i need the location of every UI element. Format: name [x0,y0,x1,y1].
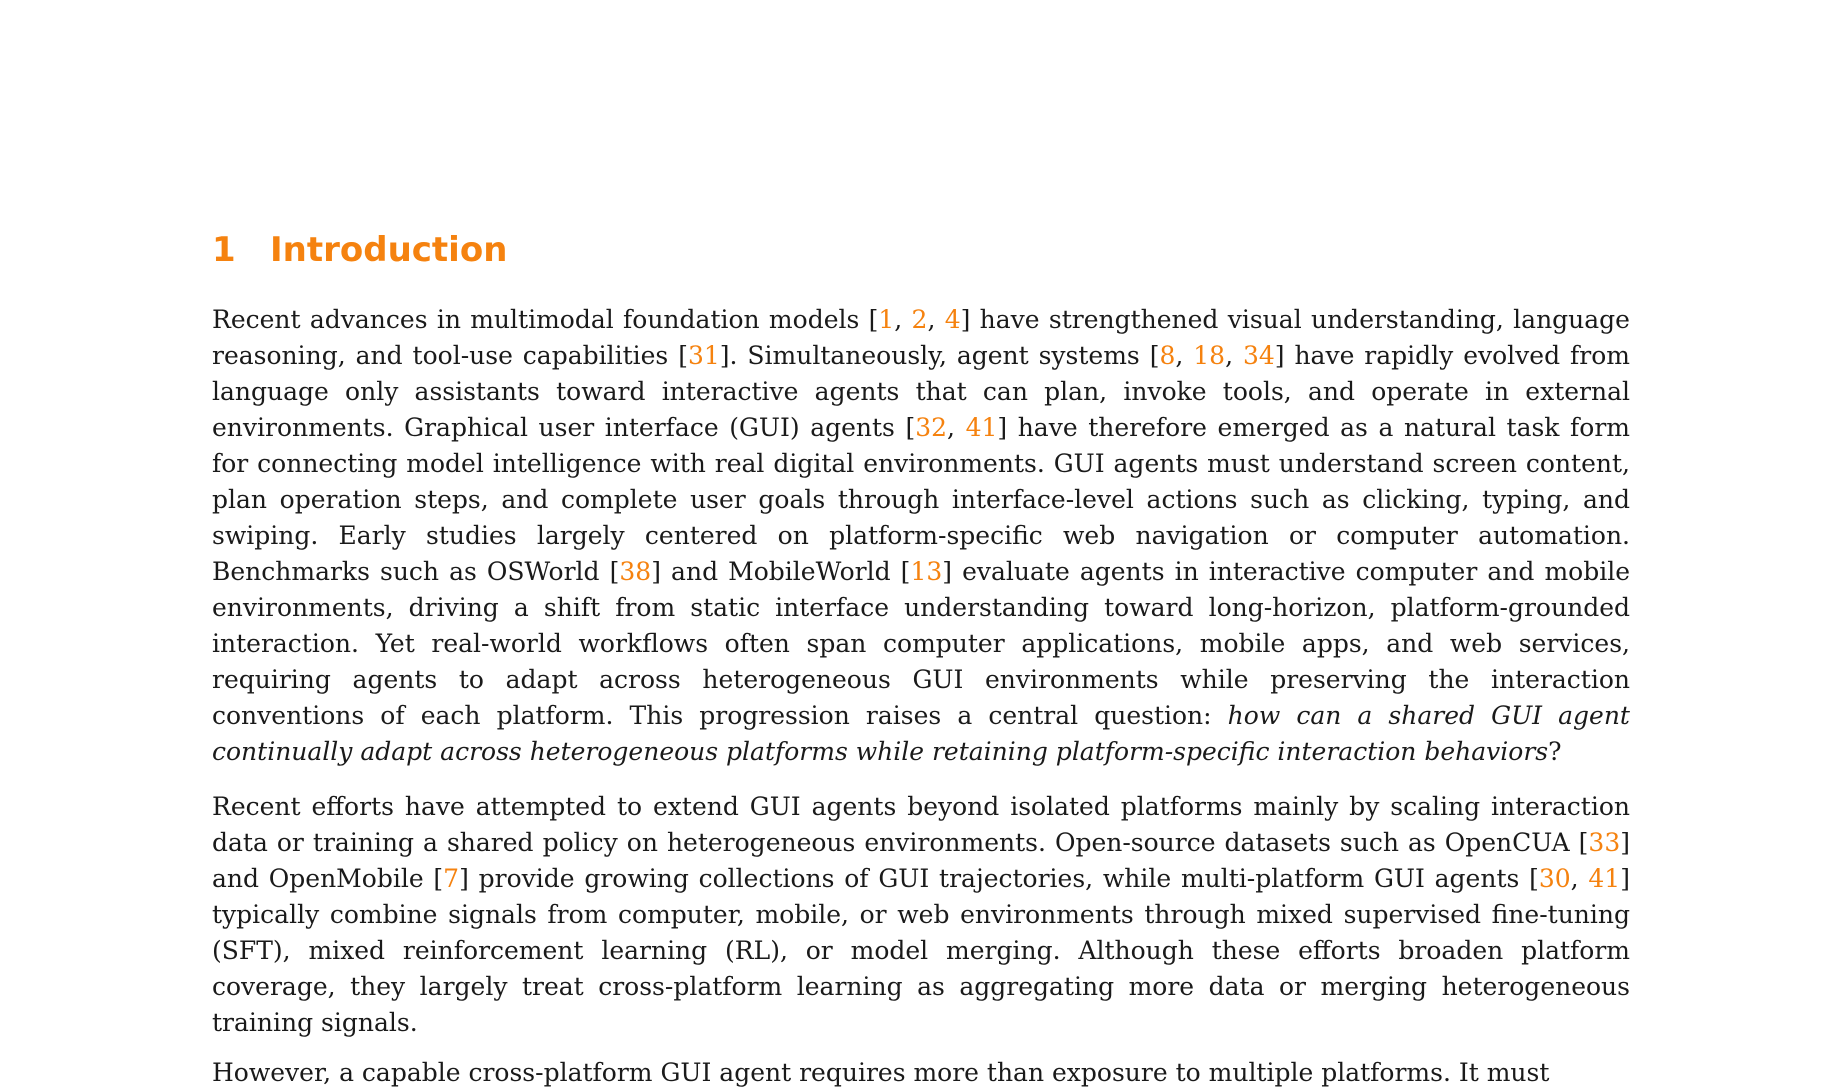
citation-link[interactable]: 18 [1193,341,1226,370]
section-heading [212,230,507,270]
citation-link[interactable]: 38 [619,557,652,586]
paragraph-text: Recent advances in multimodal foundation models [ [212,305,879,334]
citation-link[interactable]: 31 [687,341,720,370]
paragraph-text: However, a capable cross-platform GUI agent requires more than exposure to multiple platforms. It must [212,1058,1550,1087]
paragraph-text: ] typically combine signals from computer, mobile, or web environments through mixed supervised fine-tuning (SFT), mixed reinforcement learning (RL), or model merging. Although these efforts broaden platform coverage, they largely treat cross-platform learning as aggregating more data or merging heterogeneous training signals. [212,864,1630,1037]
paragraph-text: , [1175,341,1194,370]
paragraph-text: , [927,305,945,334]
section-title: Introduction [270,230,508,270]
paragraph-text: , [947,413,966,442]
paragraph-text: , [1225,341,1243,370]
paragraph-text: , [894,305,912,334]
citation-link[interactable]: 33 [1588,828,1621,857]
paragraph-text: ? [1548,737,1562,766]
citation-link[interactable]: 13 [910,557,943,586]
paragraph-text: ] and OpenMobile [ [212,828,1630,893]
citation-link[interactable]: 1 [878,305,895,334]
paragraph-text: ] have therefore emerged as a natural task form for connecting model intelligence with real digital environments. GUI agents must understand screen content, plan operation steps, and complete user goals through interface-level actions such as clicking, typing, and swiping. Early studies largely centered on platform-specific web navigation or computer automation. Benchmarks such as OSWorld [ [212,413,1630,586]
paragraph-text: ] have rapidly evolved from language only assistants toward interactive agents that can plan, invoke tools, and operate in external environments. Graphical user interface (GUI) agents [ [212,341,1630,442]
intro-paragraph-1 [212,302,1630,770]
citation-link[interactable]: 7 [443,864,460,893]
paragraph-text: ] provide growing collections of GUI trajectories, while multi-platform GUI agents [ [459,864,1539,893]
section-number: 1 [212,230,236,270]
paragraph-text: ] evaluate agents in interactive computer and mobile environments, driving a shift from static interface understanding toward long-horizon, platform-grounded interaction. Yet real-world workflows often span computer applications, mobile apps, and web services, requiring agents to adapt across heterogeneous GUI environments while preserving the interaction conventions of each platform. This progression raises a central question: [212,557,1631,730]
paragraph-text: ] and MobileWorld [ [651,557,911,586]
paragraph-text: ]. Simultaneously, agent systems [ [719,341,1160,370]
paragraph-text: , [1570,864,1589,893]
paragraph-text: Recent efforts have attempted to extend GUI agents beyond isolated platforms mainly by scaling interaction data or training a shared policy on heterogeneous environments. Open-source datasets such as OpenCUA [ [212,792,1630,857]
paragraph-text: ] have strengthened visual understanding, language reasoning, and tool-use capabilities [ [212,305,1630,370]
intro-paragraph-3 [212,1055,1630,1091]
citation-link[interactable]: 4 [944,305,961,334]
citation-link[interactable]: 34 [1242,341,1275,370]
citation-link[interactable]: 32 [915,413,948,442]
citation-link[interactable]: 30 [1538,864,1571,893]
citation-link[interactable]: 41 [965,413,998,442]
intro-paragraph-2 [212,789,1630,1041]
italic-text: how can a shared GUI agent continually adapt across heterogeneous platforms while retaining platform-specific interaction behaviors [212,701,1630,766]
citation-link[interactable]: 41 [1588,864,1621,893]
citation-link[interactable]: 2 [911,305,928,334]
citation-link[interactable]: 8 [1159,341,1176,370]
